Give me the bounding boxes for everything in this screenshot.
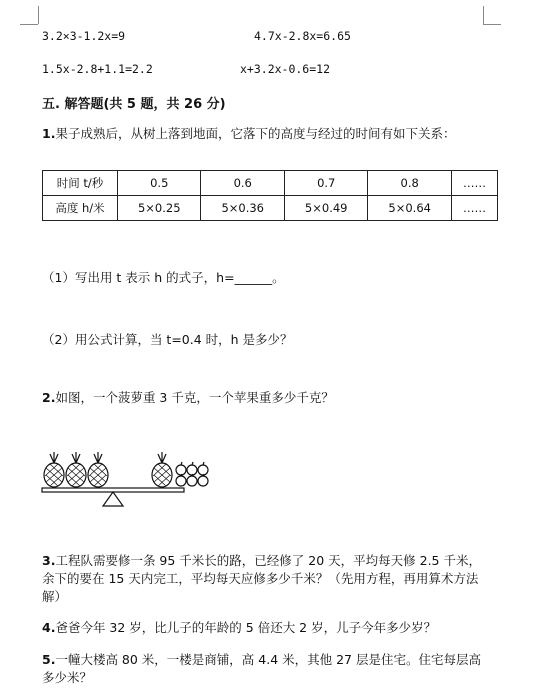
pineapple-icon	[88, 452, 108, 487]
pineapple-icon	[152, 452, 172, 487]
apple-icon	[176, 474, 186, 486]
question-4	[42, 618, 436, 636]
table-cell: 0.8	[368, 171, 451, 196]
equation-4: 4.7x-2.8x=6.65	[254, 29, 351, 43]
time-height-table	[42, 170, 498, 221]
equation-5: 1.5x-2.8+1.1=2.2	[42, 62, 153, 76]
table-cell: ……	[451, 171, 497, 196]
balance-scale-illustration	[40, 448, 220, 510]
table-cell: 5×0.64	[368, 196, 451, 221]
table-row	[43, 196, 498, 221]
apple-icon	[187, 462, 197, 475]
question-3-line-2: 余下的要在 15 天内完工，平均每天应修多少千米？（先用方程，再用算术方法	[42, 571, 479, 586]
table-cell: 5×0.36	[201, 196, 284, 221]
pineapple-icon	[66, 452, 86, 487]
question-5-line-2: 多少米？	[42, 670, 93, 685]
question-number: 5.	[42, 652, 56, 667]
apple-icon	[176, 462, 186, 475]
question-1-part-2: （2）用公式计算，当 t=0.4 时，h 是多少？	[42, 332, 293, 347]
row-header: 高度 h/米	[43, 196, 118, 221]
table-cell: 0.6	[201, 171, 284, 196]
question-3-line-1	[42, 551, 481, 569]
apple-icon	[187, 474, 197, 486]
row-header: 时间 t/秒	[43, 171, 118, 196]
question-5-line-1	[42, 650, 481, 668]
question-3-line-3: 解）	[42, 589, 68, 604]
page-corner-mark-left-h	[20, 24, 38, 25]
page-corner-mark-right-h	[483, 24, 501, 25]
question-text: 爸爸今年 32 岁，比儿子的年龄的 5 倍还大 2 岁，儿子今年多少岁？	[55, 620, 437, 635]
equation-6: x+3.2x-0.6=12	[240, 62, 331, 76]
question-text: 工程队需要修一条 95 千米长的路，已经修了 20 天，平均每天修 2.5 千米，	[55, 553, 481, 568]
pineapple-icon	[44, 452, 64, 487]
table-cell: ……	[451, 196, 497, 221]
question-number: 3.	[42, 553, 56, 568]
section-title: 五. 解答题(共 5 题，共 26 分)	[42, 97, 226, 112]
question-number: 1.	[42, 126, 56, 141]
page-corner-mark-right	[483, 6, 484, 24]
question-1-part-1: （1）写出用 t 表示 h 的式子，h=______。	[42, 270, 285, 285]
equation-3: 3.2×3-1.2x=9	[42, 29, 126, 43]
apple-icon	[198, 474, 208, 486]
table-row	[43, 171, 498, 196]
apple-icon	[198, 462, 208, 475]
question-text: 一幢大楼高 80 米，一楼是商铺，高 4.4 米，其他 27 层是住宅。住宅每层高	[55, 652, 481, 667]
table-cell: 5×0.49	[284, 196, 367, 221]
scale-fulcrum	[103, 492, 123, 506]
question-number: 2.	[42, 390, 56, 405]
question-text: 果子成熟后，从树上落到地面，它落下的高度与经过的时间有如下关系：	[55, 126, 456, 141]
table-cell: 5×0.25	[118, 196, 201, 221]
table-cell: 0.7	[284, 171, 367, 196]
page-corner-mark-left	[38, 6, 39, 24]
question-1	[42, 124, 455, 142]
question-2	[42, 388, 334, 406]
question-text: 如图，一个菠萝重 3 千克，一个苹果重多少千克？	[55, 390, 334, 405]
question-number: 4.	[42, 620, 56, 635]
table-cell: 0.5	[118, 171, 201, 196]
